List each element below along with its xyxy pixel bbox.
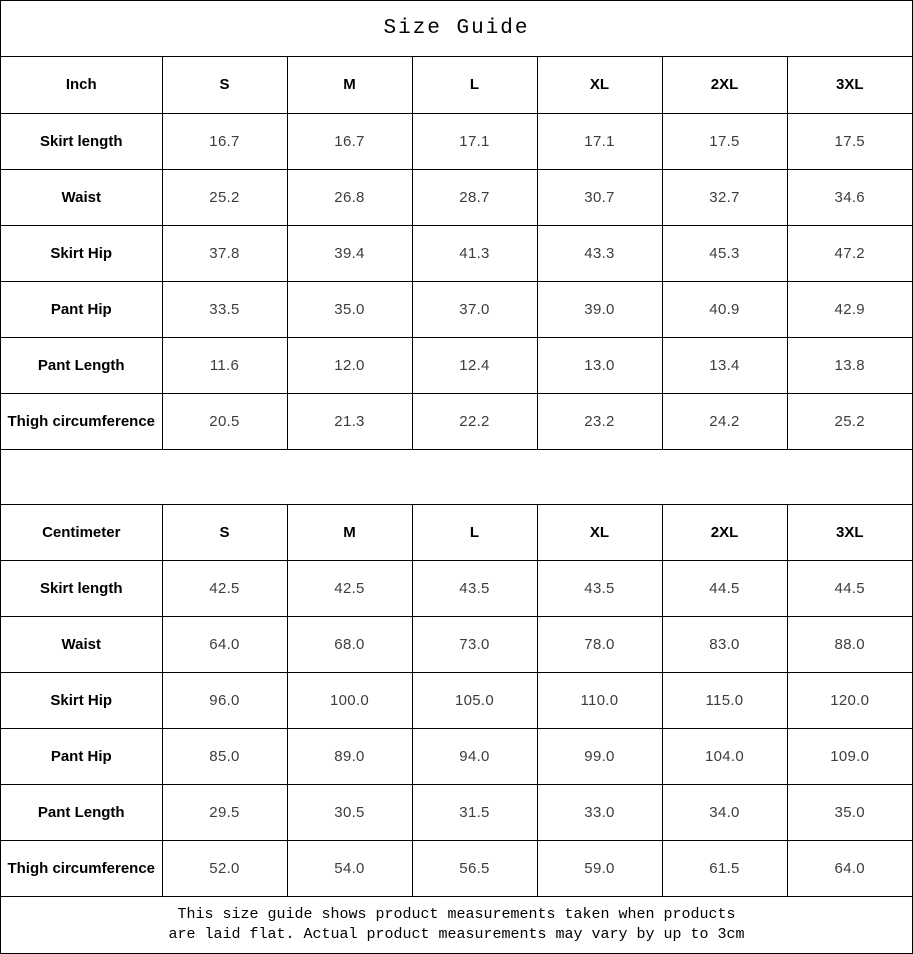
value-cell: 13.0 <box>537 337 662 393</box>
value-cell: 96.0 <box>162 673 287 729</box>
table-row <box>1 337 912 393</box>
table-row <box>1 841 912 897</box>
value-cell: 89.0 <box>287 729 412 785</box>
value-cell: 39.4 <box>287 225 412 281</box>
value-cell: 16.7 <box>287 113 412 169</box>
value-cell: 45.3 <box>662 225 787 281</box>
footer-note-line1: This size guide shows product measurements taken when products <box>177 905 736 923</box>
value-cell: 52.0 <box>162 841 287 897</box>
value-cell: 73.0 <box>412 617 537 673</box>
size-header-cell: M <box>287 505 412 561</box>
value-cell: 17.1 <box>412 113 537 169</box>
value-cell: 94.0 <box>412 729 537 785</box>
size-header-cell: M <box>287 57 412 113</box>
value-cell: 99.0 <box>537 729 662 785</box>
table-row <box>1 617 912 673</box>
value-cell: 56.5 <box>412 841 537 897</box>
value-cell: 64.0 <box>162 617 287 673</box>
row-label-cell: Skirt length <box>1 561 162 617</box>
value-cell: 20.5 <box>162 393 287 449</box>
value-cell: 64.0 <box>787 841 912 897</box>
table-row <box>1 225 912 281</box>
value-cell: 17.1 <box>537 113 662 169</box>
table-row <box>1 169 912 225</box>
row-label-cell: Skirt length <box>1 113 162 169</box>
value-cell: 32.7 <box>662 169 787 225</box>
value-cell: 33.0 <box>537 785 662 841</box>
value-cell: 31.5 <box>412 785 537 841</box>
value-cell: 120.0 <box>787 673 912 729</box>
row-label-cell: Skirt Hip <box>1 225 162 281</box>
value-cell: 29.5 <box>162 785 287 841</box>
footer-note <box>1 897 912 953</box>
value-cell: 42.5 <box>287 561 412 617</box>
unit-header-cell: Inch <box>1 57 162 113</box>
row-label-cell: Thigh circumference <box>1 841 162 897</box>
value-cell: 30.7 <box>537 169 662 225</box>
size-header-cell: L <box>412 505 537 561</box>
value-cell: 30.5 <box>287 785 412 841</box>
value-cell: 17.5 <box>787 113 912 169</box>
table-row <box>1 113 912 169</box>
value-cell: 47.2 <box>787 225 912 281</box>
value-cell: 104.0 <box>662 729 787 785</box>
size-header-cell: S <box>162 505 287 561</box>
value-cell: 33.5 <box>162 281 287 337</box>
row-label-cell: Skirt Hip <box>1 673 162 729</box>
table-spacer <box>1 450 912 505</box>
value-cell: 22.2 <box>412 393 537 449</box>
value-cell: 40.9 <box>662 281 787 337</box>
table-row <box>1 785 912 841</box>
size-header-cell: XL <box>537 57 662 113</box>
value-cell: 23.2 <box>537 393 662 449</box>
value-cell: 12.4 <box>412 337 537 393</box>
value-cell: 110.0 <box>537 673 662 729</box>
value-cell: 43.3 <box>537 225 662 281</box>
value-cell: 42.9 <box>787 281 912 337</box>
row-label-cell: Pant Length <box>1 785 162 841</box>
table-row <box>1 393 912 449</box>
row-label-cell: Waist <box>1 617 162 673</box>
value-cell: 28.7 <box>412 169 537 225</box>
value-cell: 12.0 <box>287 337 412 393</box>
value-cell: 78.0 <box>537 617 662 673</box>
size-header-cell: XL <box>537 505 662 561</box>
value-cell: 35.0 <box>287 281 412 337</box>
row-label-cell: Pant Length <box>1 337 162 393</box>
table-row <box>1 673 912 729</box>
value-cell: 42.5 <box>162 561 287 617</box>
size-table-inch <box>1 57 912 450</box>
value-cell: 44.5 <box>787 561 912 617</box>
value-cell: 43.5 <box>537 561 662 617</box>
value-cell: 21.3 <box>287 393 412 449</box>
row-label-cell: Pant Hip <box>1 281 162 337</box>
value-cell: 13.8 <box>787 337 912 393</box>
row-label-cell: Thigh circumference <box>1 393 162 449</box>
value-cell: 13.4 <box>662 337 787 393</box>
size-header-cell: 3XL <box>787 57 912 113</box>
value-cell: 37.0 <box>412 281 537 337</box>
value-cell: 88.0 <box>787 617 912 673</box>
value-cell: 16.7 <box>162 113 287 169</box>
table-row <box>1 281 912 337</box>
size-header-cell: 2XL <box>662 505 787 561</box>
footer-note-line2: are laid flat. Actual product measurements may vary by up to 3cm <box>168 926 745 943</box>
table-header-row <box>1 57 912 113</box>
value-cell: 61.5 <box>662 841 787 897</box>
size-header-cell: 3XL <box>787 505 912 561</box>
value-cell: 68.0 <box>287 617 412 673</box>
value-cell: 59.0 <box>537 841 662 897</box>
value-cell: 39.0 <box>537 281 662 337</box>
size-header-cell: 2XL <box>662 57 787 113</box>
value-cell: 25.2 <box>787 393 912 449</box>
row-label-cell: Waist <box>1 169 162 225</box>
value-cell: 41.3 <box>412 225 537 281</box>
value-cell: 43.5 <box>412 561 537 617</box>
table-header-row <box>1 505 912 561</box>
unit-header-cell: Centimeter <box>1 505 162 561</box>
value-cell: 34.6 <box>787 169 912 225</box>
size-header-cell: L <box>412 57 537 113</box>
value-cell: 44.5 <box>662 561 787 617</box>
size-header-cell: S <box>162 57 287 113</box>
table-row <box>1 729 912 785</box>
value-cell: 109.0 <box>787 729 912 785</box>
size-table-centimeter <box>1 505 912 898</box>
value-cell: 85.0 <box>162 729 287 785</box>
value-cell: 26.8 <box>287 169 412 225</box>
page-title: Size Guide <box>1 1 912 57</box>
value-cell: 83.0 <box>662 617 787 673</box>
value-cell: 11.6 <box>162 337 287 393</box>
value-cell: 115.0 <box>662 673 787 729</box>
value-cell: 24.2 <box>662 393 787 449</box>
value-cell: 54.0 <box>287 841 412 897</box>
value-cell: 34.0 <box>662 785 787 841</box>
value-cell: 17.5 <box>662 113 787 169</box>
value-cell: 37.8 <box>162 225 287 281</box>
value-cell: 105.0 <box>412 673 537 729</box>
row-label-cell: Pant Hip <box>1 729 162 785</box>
value-cell: 35.0 <box>787 785 912 841</box>
value-cell: 25.2 <box>162 169 287 225</box>
table-row <box>1 561 912 617</box>
value-cell: 100.0 <box>287 673 412 729</box>
